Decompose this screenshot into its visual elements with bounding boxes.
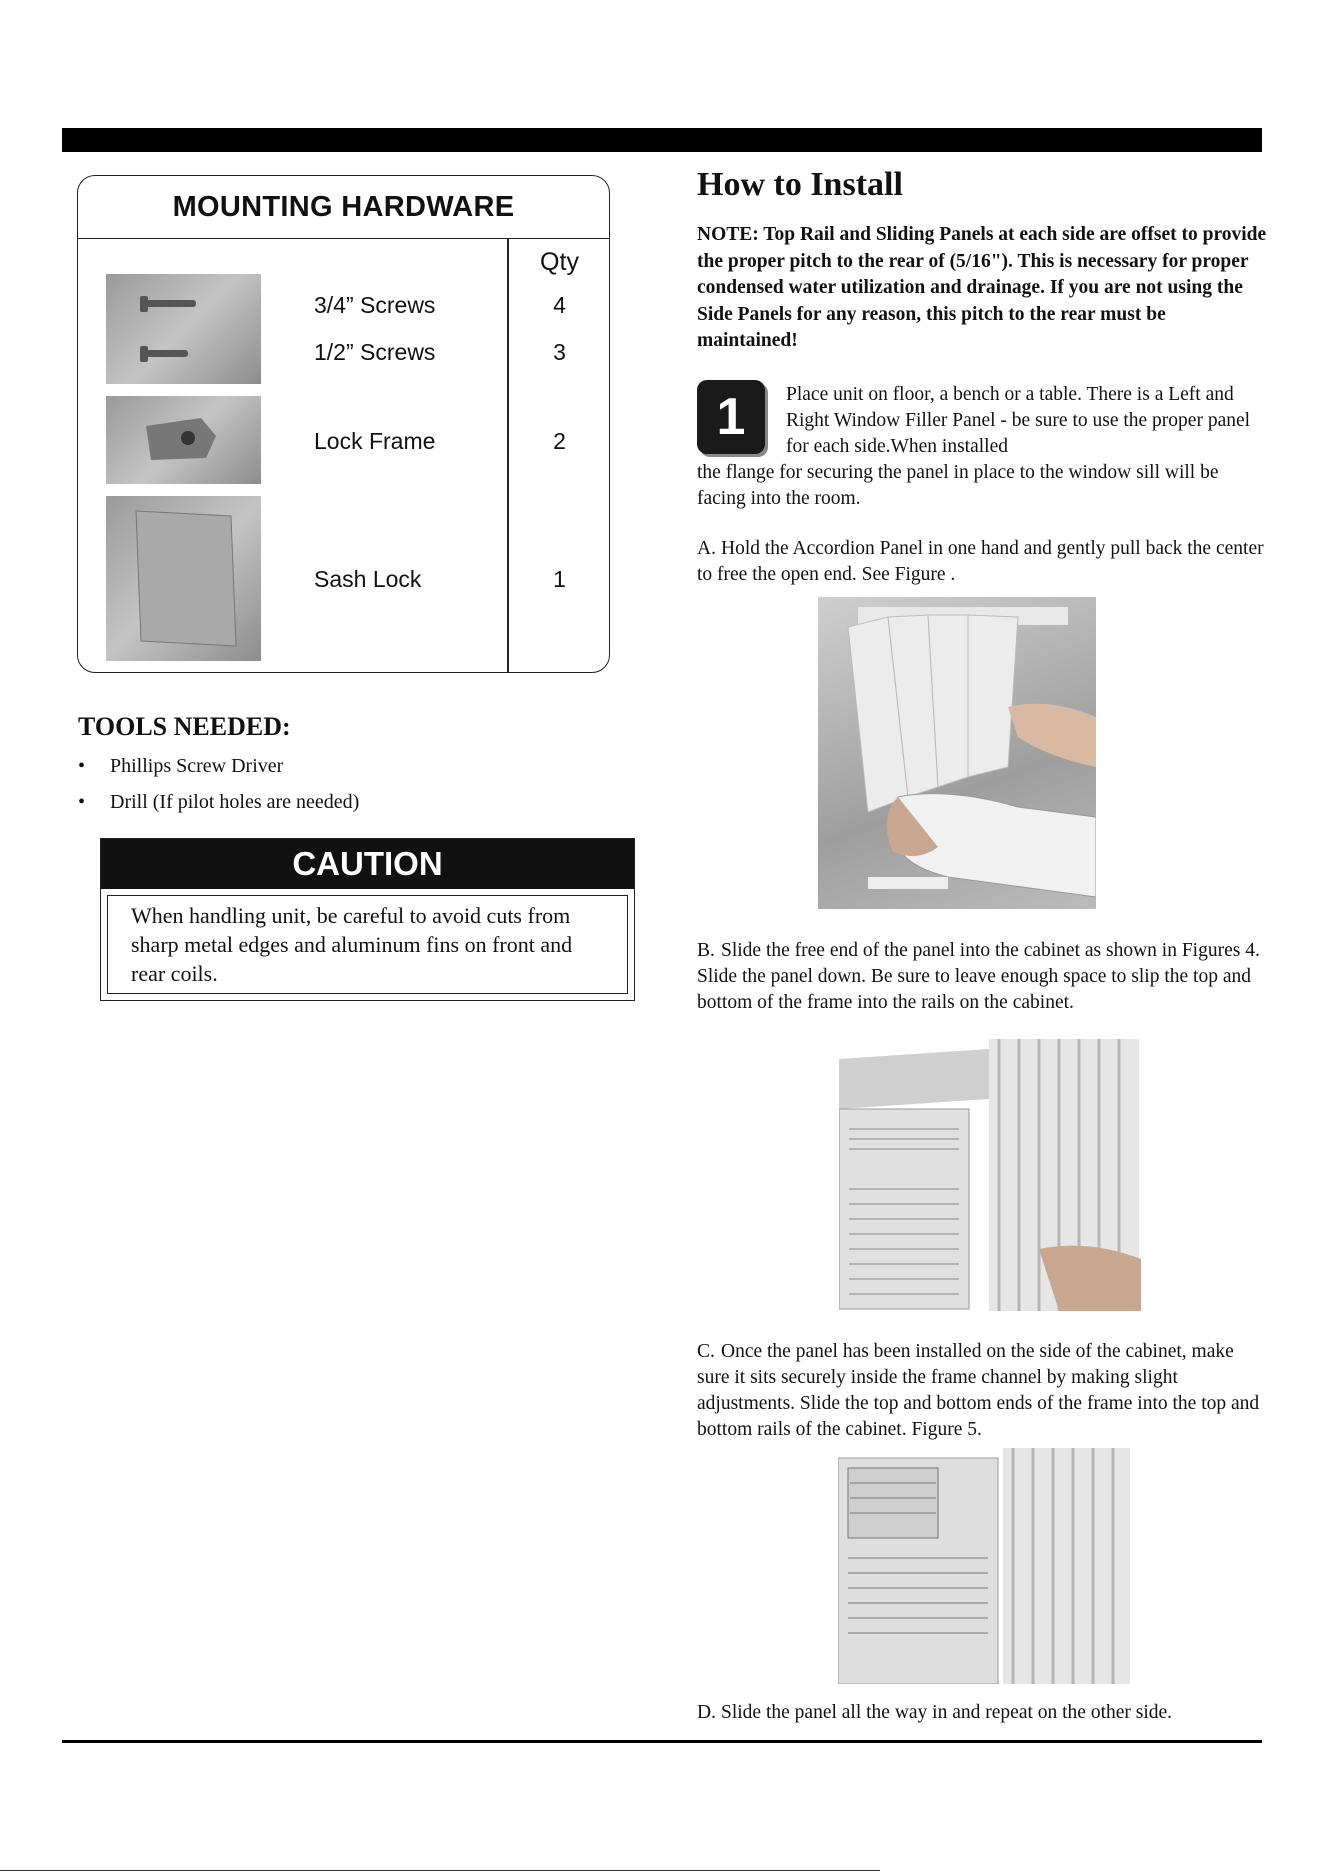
instruction-text: Slide the free end of the panel into the cabinet as shown in Figures 4. Slide the panel down. Be sure to leave enough space to slip the top and bottom of the frame into the rails on the cabinet. xyxy=(697,940,1260,1013)
install-note: NOTE: Top Rail and Sliding Panels at each side are offset to provide the proper pitch to the rear of (5/16"). This is necessary for proper condensed water utilization and drainage. If you are not using the Side Panels for any reason, this pitch to the rear must be maintained! xyxy=(697,224,1267,351)
instruction-text: Hold the Accordion Panel in one hand and gently pull back the center to free the open end. See Figure . xyxy=(697,538,1264,585)
instruction-label: C. xyxy=(697,1341,715,1362)
footer-rule xyxy=(62,1740,1262,1743)
figure-5-installed-panel-photo xyxy=(838,1448,1130,1684)
instruction-d xyxy=(697,1700,1267,1726)
list-item: • Phillips Screw Driver xyxy=(78,752,359,788)
step-text: Place unit on floor, a bench or a table. There is a Left and Right Window Filler Panel - be sure to use the proper panel for each side.When installed xyxy=(786,384,1251,457)
instruction-label: D. xyxy=(697,1702,716,1723)
instruction-c xyxy=(697,1339,1267,1443)
step-number-badge: 1 xyxy=(697,380,765,454)
tools-list xyxy=(78,752,359,824)
hardware-item-name: Sash Lock xyxy=(314,566,422,592)
caution-title: CAUTION xyxy=(101,839,634,889)
instruction-label: A. xyxy=(697,538,716,559)
hardware-item-qty: 2 xyxy=(553,428,566,454)
caution-box xyxy=(100,838,635,1001)
hardware-item-name: 1/2” Screws xyxy=(314,339,436,365)
step-text-continued: the flange for securing the panel in place to the window sill will be facing into the room. xyxy=(697,462,1219,509)
hardware-title: MOUNTING HARDWARE xyxy=(78,176,609,239)
header-bar xyxy=(62,128,1262,152)
sash-lock-photo xyxy=(106,496,261,661)
list-item: • Drill (If pilot holes are needed) xyxy=(78,788,359,824)
figure-accordion-panel-photo xyxy=(818,597,1096,909)
hardware-item-qty: 4 xyxy=(553,292,566,318)
page-title: How to Install xyxy=(697,166,903,203)
instruction-b xyxy=(697,938,1267,1016)
figure-4-panel-into-cabinet-photo xyxy=(839,1039,1141,1311)
instruction-text: Once the panel has been installed on the side of the cabinet, make sure it sits securely inside the frame channel by making slight adjustments. Slide the top and bottom ends of the frame into the top and bottom rails of the cabinet. Figure 5. xyxy=(697,1341,1260,1440)
hardware-item-name: 3/4” Screws xyxy=(314,292,436,318)
mounting-hardware-table xyxy=(77,175,610,673)
hardware-item-qty: 3 xyxy=(553,339,566,365)
tools-heading: TOOLS NEEDED: xyxy=(78,712,291,741)
hardware-item-name: Lock Frame xyxy=(314,428,436,454)
instruction-text: Slide the panel all the way in and repeat on the other side. xyxy=(721,1702,1173,1723)
instruction-a xyxy=(697,536,1267,588)
lock-frame-photo xyxy=(106,396,261,484)
qty-header: Qty xyxy=(540,248,579,276)
screws-photo xyxy=(106,274,261,384)
page-edge-rule xyxy=(0,1870,880,1871)
hardware-item-qty: 1 xyxy=(553,566,566,592)
caution-text: When handling unit, be careful to avoid cuts from sharp metal edges and aluminum fins on front and rear coils. xyxy=(131,903,573,986)
instruction-label: B. xyxy=(697,940,715,961)
